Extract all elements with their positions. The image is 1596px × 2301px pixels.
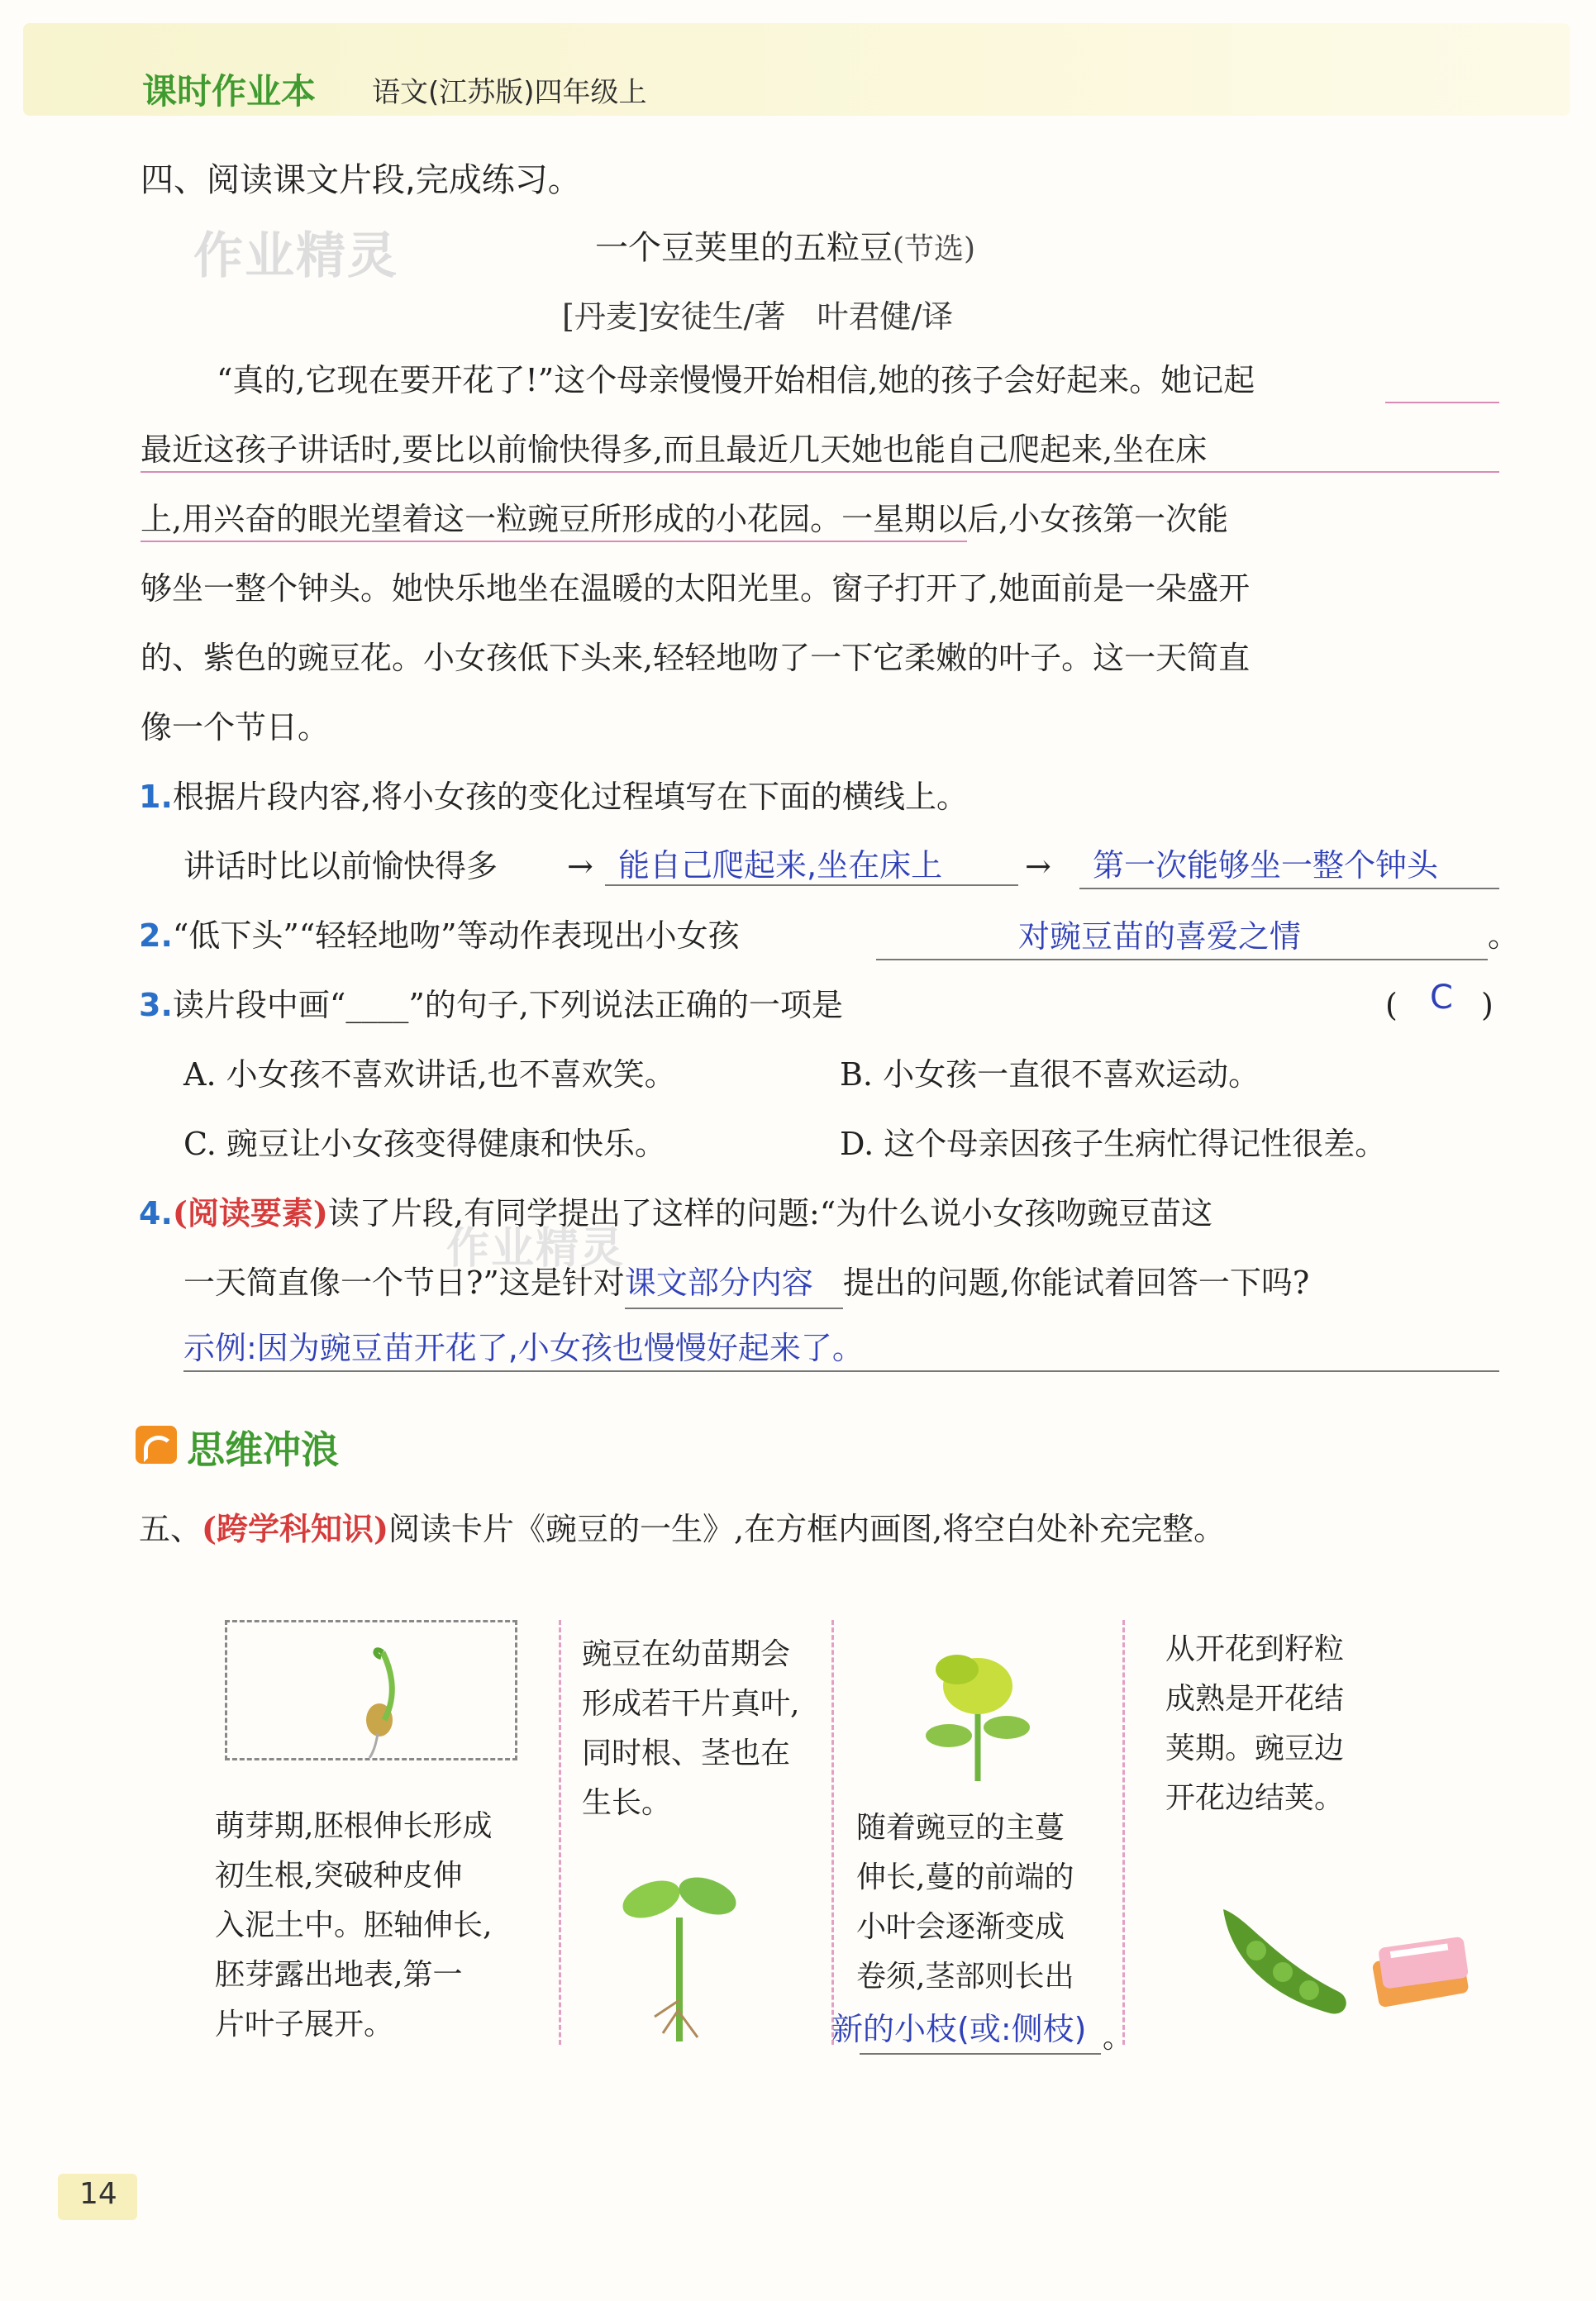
passage-note: (节选) [893,232,976,266]
card3-line-4: 卷须,茎部则长出 [856,1960,1074,1994]
q3-option-a: A. 小女孩不喜欢讲话,也不喜欢笑。 [183,1056,676,1093]
q4-tag: (阅读要素) [172,1194,328,1231]
card2-line-1: 豌豆在幼苗期会 [582,1637,791,1671]
q4-number: 4. [139,1195,173,1231]
q4-text-2a: 一天简直像一个节日?”这是针对 [183,1265,625,1301]
passage-line-3: 上,用兴奋的眼光望着这一粒豌豆所形成的小花园。一星期以后,小女孩第一次能 [141,501,1229,537]
card1-line-4: 胚芽露出地表,第一 [215,1958,463,1992]
q2-prompt [139,901,740,970]
passage-author: [丹麦]安徒生/著 叶君健/译 [562,298,954,335]
brand-title: 课时作业本 [142,71,317,112]
arrow-icon: → [567,848,593,884]
q1-answer-line-1 [605,884,1018,886]
card1-line-5: 片叶子展开。 [215,2008,394,2041]
card3-line-2: 伸长,蔓的前端的 [856,1860,1074,1894]
card-divider [1122,1620,1125,2045]
section5-heading [139,1494,1225,1564]
card1-line-3: 入泥土中。胚轴伸长, [215,1908,493,1942]
q3-option-c: C. 豌豆让小女孩变得健康和快乐。 [183,1126,666,1162]
passage-line-5: 的、紫色的豌豆花。小女孩低下头来,轻轻地吻了一下它柔嫩的叶子。这一天简直 [141,640,1251,676]
arrow-icon: → [1025,848,1051,884]
passage-line-2: 最近这孩子讲话时,要比以前愉快得多,而且最近几天她也能自己爬起来,坐在床 [141,431,1208,468]
pea-pod-icon [1215,1901,1355,2025]
card3-line-3: 小叶会逐渐变成 [856,1910,1065,1944]
card-divider [831,1620,834,2045]
passage-line-6: 像一个节日。 [141,709,330,746]
page-number: 14 [79,2177,117,2211]
section4-heading: 四、阅读课文片段,完成练习。 [141,161,581,199]
subject-title: 语文(江苏版)四年级上 [372,76,647,109]
sprout-seed-icon [227,1622,515,1758]
passage-line-4: 够坐一整个钟头。她快乐地坐在温暖的太阳光里。窗子打开了,她面前是一朵盛开 [141,570,1251,607]
q1-number: 1. [139,779,173,815]
card3-end: 。 [1103,2021,1133,2055]
section5-tag: (跨学科知识) [202,1510,388,1547]
watermark-stamp: 作业精灵 [446,1224,626,1274]
q3-answer: C [1430,979,1453,1017]
q3-text: 读片段中画“____”的句子,下列说法正确的一项是 [172,987,843,1023]
q1-answer-2: 第一次能够坐一整个钟头 [1093,847,1439,884]
books-icon [1364,1921,1479,2012]
q3-number: 3. [139,987,173,1023]
q4-text-1: 读了片段,有同学提出了这样的问题:“为什么说小女孩吻豌豆苗这 [327,1195,1213,1231]
pea-flower-icon [916,1636,1040,1785]
card2-line-2: 形成若干片真叶, [582,1687,800,1721]
card2-line-4: 生长。 [582,1786,672,1820]
q1-answer-1: 能自己爬起来,坐在床上 [618,847,943,884]
q2-number: 2. [139,917,173,954]
card3-answer-line [860,2053,1101,2055]
drawing-box[interactable] [225,1620,517,1760]
q3-option-d: D. 这个母亲因孩子生病忙得记性很差。 [840,1126,1387,1162]
card3-answer: 新的小枝(或:侧枝) [831,2011,1087,2047]
q1-text: 根据片段内容,将小女孩的变化过程填写在下面的横线上。 [172,779,968,815]
watermark-stamp: 作业精灵 [193,227,398,285]
marked-sentence-underline [141,471,1499,473]
q4-answer: 示例:因为豌豆苗开花了,小女孩也慢慢好起来了。 [183,1330,864,1366]
card2-line-3: 同时根、茎也在 [582,1736,791,1770]
card4-line-3: 荚期。豌豆边 [1165,1732,1345,1765]
marked-sentence-underline [141,541,967,542]
q2-answer: 对豌豆苗的喜爱之情 [1018,918,1302,955]
q1-answer-line-2 [1079,888,1499,889]
q2-end: 。 [1488,917,1520,954]
q1-prompt [139,762,968,831]
marked-sentence-underline [1385,402,1499,403]
card1-line-2: 初生根,突破种皮伸 [215,1859,463,1893]
q4-answer-blank: 课文部分内容 [625,1258,843,1309]
q2-text: “低下头”“轻轻地吻”等动作表现出小女孩 [172,917,740,954]
card4-line-1: 从开花到籽粒 [1165,1632,1345,1666]
wave-icon [136,1426,177,1464]
q3-paren-open: ( [1385,987,1398,1023]
q3-prompt [139,970,843,1040]
passage-title-text: 一个豆荚里的五粒豆 [595,229,893,267]
card1-line-1: 萌芽期,胚根伸长形成 [215,1809,493,1843]
q4-text-2b: 提出的问题,你能试着回答一下吗? [842,1265,1310,1301]
thinking-title: 思维冲浪 [187,1427,339,1472]
seedling-icon [622,1860,737,2050]
card4-line-4: 开花边结荚。 [1165,1781,1345,1815]
q4-line-2 [183,1248,1309,1317]
q1-start: 讲话时比以前愉快得多 [183,848,498,884]
q4-prompt [139,1179,1212,1248]
card-divider [559,1620,561,2045]
card4-line-2: 成熟是开花结 [1165,1682,1345,1716]
q4-answer-line [183,1370,1499,1372]
card3-line-1: 随着豌豆的主蔓 [856,1811,1065,1845]
section5-prefix: 五、 [139,1511,202,1547]
passage-line-1: “真的,它现在要开花了!”这个母亲慢慢开始相信,她的孩子会好起来。她记起 [217,362,1255,398]
q3-option-b: B. 小女孩一直很不喜欢运动。 [840,1056,1260,1093]
section5-text: 阅读卡片《豌豆的一生》,在方框内画图,将空白处补充完整。 [388,1511,1226,1547]
passage-title [595,222,975,269]
q2-answer-line [876,959,1488,960]
q3-paren-close: ) [1481,987,1494,1023]
